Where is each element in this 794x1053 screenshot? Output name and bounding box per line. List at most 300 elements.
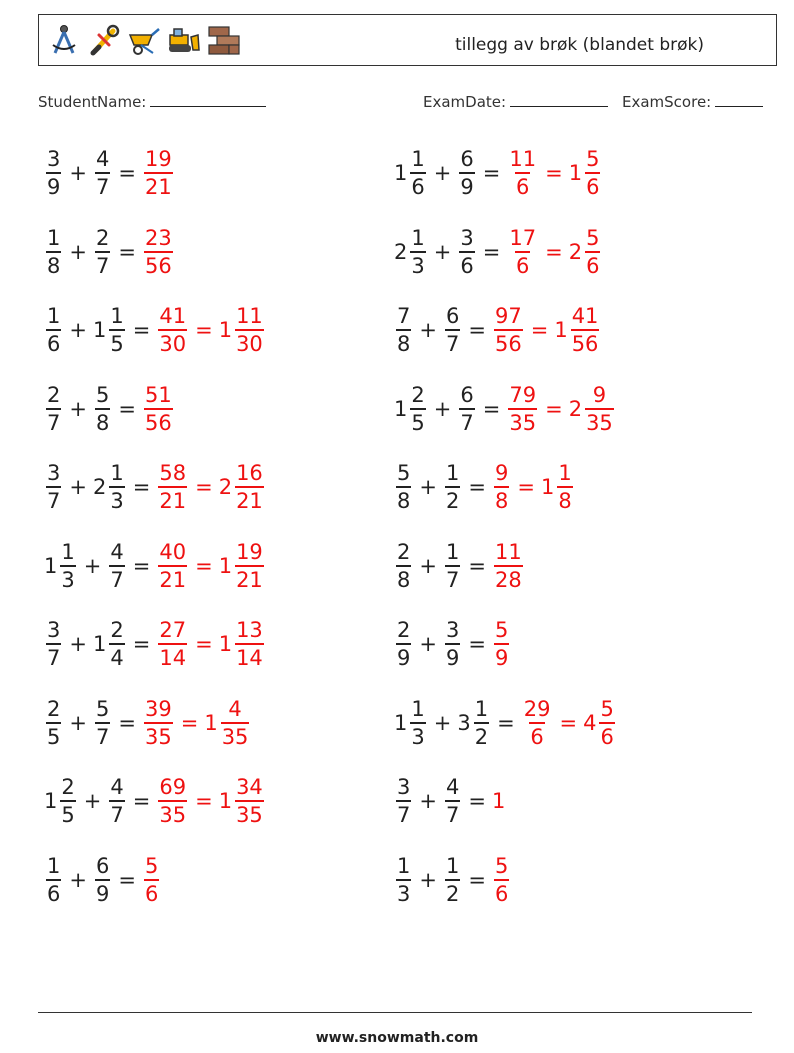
answer-equals-sign: = xyxy=(545,239,563,264)
answer xyxy=(142,696,251,750)
answer-denominator: 30 xyxy=(158,329,187,357)
answer-number xyxy=(506,225,539,279)
addend-b-number xyxy=(107,774,126,828)
addend-a-number xyxy=(394,853,413,907)
addend-a-numerator: 3 xyxy=(47,618,61,642)
addend-b-denominator: 7 xyxy=(95,251,110,279)
problem-item xyxy=(394,609,511,679)
answer-number xyxy=(204,696,251,750)
answer-denominator: 6 xyxy=(585,251,600,279)
answer xyxy=(506,382,615,436)
addend-a-number xyxy=(394,303,413,357)
addend-a-fraction xyxy=(410,225,425,279)
answer-fraction xyxy=(235,774,264,828)
answer-number xyxy=(156,774,189,828)
addend-b-number xyxy=(443,539,462,593)
answer-numerator: 19 xyxy=(144,147,172,171)
icon-strip xyxy=(47,23,241,57)
answer xyxy=(156,303,265,357)
answer-numerator: 11 xyxy=(509,147,537,171)
plus-sign: + xyxy=(433,239,452,264)
addend-a-whole: 1 xyxy=(394,710,408,735)
exam-date-blank[interactable] xyxy=(510,92,608,107)
addend-b-fraction xyxy=(109,617,124,671)
answer-number xyxy=(569,146,603,200)
addend-a-whole: 2 xyxy=(394,239,408,264)
addend-b-denominator: 9 xyxy=(95,879,110,907)
plus-sign: + xyxy=(433,161,452,185)
addend-a-fraction xyxy=(60,539,75,593)
answer xyxy=(142,146,175,200)
addend-b-fraction xyxy=(95,225,110,279)
answer-number xyxy=(569,382,616,436)
addend-a-number xyxy=(44,853,63,907)
plus-sign: + xyxy=(83,553,102,578)
addend-b-fraction xyxy=(95,853,110,907)
answer-numerator: 69 xyxy=(159,775,187,799)
addend-b-fraction xyxy=(445,774,460,828)
answer-number xyxy=(219,303,266,357)
answer-number xyxy=(492,853,511,907)
addend-b-fraction xyxy=(95,146,110,200)
addend-b-denominator: 2 xyxy=(474,722,489,750)
addend-b-fraction xyxy=(109,303,124,357)
addend-a-numerator: 1 xyxy=(411,696,425,721)
addend-b-fraction xyxy=(445,539,460,593)
addend-a-fraction xyxy=(410,382,425,436)
addend-a-fraction xyxy=(396,774,411,828)
answer-whole: 2 xyxy=(568,396,583,421)
answer-denominator: 21 xyxy=(158,565,187,593)
addend-b-number xyxy=(443,774,462,828)
answer-fraction xyxy=(158,460,187,514)
addend-b-numerator: 1 xyxy=(474,696,489,721)
equals-sign: = xyxy=(468,867,486,892)
addend-a-number xyxy=(394,225,428,279)
answer-number xyxy=(492,460,511,514)
addend-b-fraction xyxy=(109,774,124,828)
addend-b-denominator: 7 xyxy=(445,800,460,828)
answer-denominator: 8 xyxy=(494,486,509,514)
addend-b-denominator: 7 xyxy=(109,565,124,593)
addend-b-numerator: 1 xyxy=(445,853,460,878)
addend-b-fraction xyxy=(459,225,474,279)
addend-b-denominator: 2 xyxy=(445,486,460,514)
addend-a-number xyxy=(44,696,63,750)
addend-a-denominator: 6 xyxy=(46,879,61,907)
problem-item xyxy=(394,452,575,522)
answer-fraction xyxy=(508,146,537,200)
addend-a-denominator: 3 xyxy=(396,879,411,907)
answer-numerator: 40 xyxy=(159,539,187,564)
addend-b-fraction xyxy=(459,146,474,200)
addend-b-whole: 1 xyxy=(92,318,107,342)
answer-fraction xyxy=(571,303,600,357)
answer-numerator: 13 xyxy=(236,618,263,642)
addend-b-denominator: 9 xyxy=(459,172,474,200)
answer-fraction xyxy=(144,853,159,907)
worksheet-title: tillegg av brøk (blandet brøk) xyxy=(455,35,704,55)
answer-fraction xyxy=(144,225,173,279)
answer-equals-sign: = xyxy=(180,710,199,735)
answer-fraction xyxy=(494,460,509,514)
answer-equals-sign: = xyxy=(195,475,213,499)
addend-a-whole: 1 xyxy=(44,553,58,578)
answer-denominator: 35 xyxy=(508,408,537,436)
addend-b-fraction xyxy=(95,696,110,750)
addend-b-number xyxy=(457,225,476,279)
addend-a-numerator: 1 xyxy=(61,539,75,564)
addend-b-fraction xyxy=(95,382,110,436)
problem-item xyxy=(394,217,602,287)
equals-sign: = xyxy=(118,161,136,185)
addend-a-numerator: 1 xyxy=(411,147,425,171)
answer-numerator: 5 xyxy=(494,618,509,642)
addend-b-numerator: 4 xyxy=(110,775,124,799)
plus-sign: + xyxy=(69,161,87,185)
equals-sign: = xyxy=(482,239,501,264)
addend-a-fraction xyxy=(46,382,61,436)
addend-a-denominator: 9 xyxy=(396,643,411,671)
answer-fraction xyxy=(221,696,250,750)
equals-sign: = xyxy=(468,318,486,342)
addend-a-denominator: 7 xyxy=(46,486,61,514)
equals-sign: = xyxy=(118,239,136,264)
addend-a-number xyxy=(44,774,78,828)
answer-numerator: 9 xyxy=(592,382,607,407)
answer-number xyxy=(541,460,575,514)
addend-b-denominator: 9 xyxy=(445,643,460,671)
addend-a-number xyxy=(44,539,78,593)
equals-sign: = xyxy=(118,867,136,892)
problem-item xyxy=(44,452,266,522)
answer-equals-sign: = xyxy=(517,475,535,499)
student-name-label: StudentName: xyxy=(38,93,147,111)
addend-a-numerator: 2 xyxy=(411,382,425,407)
answer-whole: 2 xyxy=(218,475,233,499)
addend-a-denominator: 5 xyxy=(60,800,75,828)
answer-fraction xyxy=(599,696,614,750)
answer-denominator: 21 xyxy=(235,486,264,514)
answer-fraction xyxy=(235,303,264,357)
answer-whole: 1 xyxy=(204,710,218,735)
answer-number xyxy=(142,382,175,436)
equals-sign: = xyxy=(132,789,151,813)
answer-denominator: 30 xyxy=(235,329,264,357)
addend-a-numerator: 2 xyxy=(47,382,61,407)
answer-number xyxy=(156,539,189,593)
addend-a-numerator: 1 xyxy=(47,225,61,250)
equals-sign: = xyxy=(118,396,136,421)
answer-denominator: 21 xyxy=(144,172,173,200)
addend-b-fraction xyxy=(459,382,474,436)
addend-b-numerator: 6 xyxy=(460,147,474,171)
answer-number xyxy=(142,146,175,200)
addend-a-number xyxy=(394,696,428,750)
answer xyxy=(521,696,617,750)
addend-a-denominator: 5 xyxy=(410,408,425,436)
answer-number xyxy=(142,853,161,907)
addend-a-numerator: 3 xyxy=(47,147,61,171)
addend-b-numerator: 1 xyxy=(445,539,460,564)
answer-fraction xyxy=(235,460,264,514)
problem-item xyxy=(44,374,175,444)
addend-b-number xyxy=(457,146,476,200)
answer-denominator: 8 xyxy=(557,486,572,514)
answer xyxy=(142,382,175,436)
answer-number xyxy=(569,225,603,279)
addend-b-number xyxy=(93,696,112,750)
addend-a-fraction xyxy=(396,853,411,907)
problem-item xyxy=(394,374,616,444)
addend-a-numerator: 5 xyxy=(397,461,411,485)
addend-a-number xyxy=(44,617,63,671)
addend-b-numerator: 1 xyxy=(445,461,460,485)
problem-item xyxy=(44,609,266,679)
answer-whole: 1 xyxy=(540,475,555,499)
addend-b-numerator: 3 xyxy=(445,618,460,642)
addend-a-denominator: 3 xyxy=(410,251,425,279)
answer-denominator: 56 xyxy=(571,329,600,357)
plus-sign: + xyxy=(419,318,437,342)
plus-sign: + xyxy=(69,318,87,342)
addend-a-numerator: 2 xyxy=(61,775,75,799)
answer-fraction xyxy=(585,225,600,279)
addend-b-numerator: 1 xyxy=(110,304,124,328)
addend-a-denominator: 8 xyxy=(396,486,411,514)
student-name-field[interactable] xyxy=(38,92,266,111)
addend-a-fraction xyxy=(46,225,61,279)
addend-a-number xyxy=(44,382,63,436)
answer-fraction xyxy=(235,539,264,593)
answer xyxy=(506,146,602,200)
plus-sign: + xyxy=(433,710,452,735)
addend-b-denominator: 7 xyxy=(445,565,460,593)
answer-fraction xyxy=(557,460,572,514)
addend-b-numerator: 3 xyxy=(460,225,474,250)
addend-b-fraction xyxy=(474,696,489,750)
answer-denominator: 28 xyxy=(494,565,523,593)
answer-denominator: 21 xyxy=(158,486,187,514)
answer-whole: 1 xyxy=(218,553,233,578)
problem-item xyxy=(44,138,175,208)
answer-denominator: 35 xyxy=(235,800,264,828)
answer-number xyxy=(521,696,554,750)
answer-numerator: 17 xyxy=(509,225,537,250)
answer-fraction xyxy=(144,146,173,200)
plus-sign: + xyxy=(419,789,437,813)
answer-fraction xyxy=(494,853,509,907)
plus-sign: + xyxy=(69,239,87,264)
addend-a-numerator: 1 xyxy=(397,853,411,878)
addend-b-number xyxy=(443,617,462,671)
answer-fraction xyxy=(158,539,187,593)
answer-denominator: 21 xyxy=(235,565,264,593)
addend-a-numerator: 2 xyxy=(397,618,411,642)
addend-a-fraction xyxy=(410,146,425,200)
answer-fraction xyxy=(158,303,187,357)
problem-item xyxy=(394,295,601,365)
addend-b-denominator: 5 xyxy=(109,329,124,357)
addend-a-denominator: 7 xyxy=(46,643,61,671)
addend-b-denominator: 8 xyxy=(95,408,110,436)
answer-denominator: 6 xyxy=(585,172,600,200)
answer-denominator: 35 xyxy=(144,722,173,750)
addend-a-numerator: 1 xyxy=(47,304,61,328)
plus-sign: + xyxy=(69,396,87,421)
addend-b-number xyxy=(443,303,462,357)
addend-a-fraction xyxy=(46,303,61,357)
answer-equals-sign: = xyxy=(195,553,213,578)
answer xyxy=(156,617,265,671)
student-name-blank[interactable] xyxy=(150,92,266,107)
addend-b-denominator: 6 xyxy=(459,251,474,279)
answer-numerator: 23 xyxy=(144,225,172,250)
problem-item xyxy=(394,138,602,208)
answer-fraction xyxy=(158,617,187,671)
addend-a-fraction xyxy=(46,853,61,907)
answer-denominator: 56 xyxy=(144,251,173,279)
answer-whole: 1 xyxy=(554,318,568,342)
addend-a-numerator: 7 xyxy=(397,304,411,328)
answer xyxy=(492,617,511,671)
bricks-icon xyxy=(207,23,241,57)
addend-b-denominator: 7 xyxy=(459,408,474,436)
answer-fraction xyxy=(523,696,552,750)
answer-numerator: 27 xyxy=(159,618,187,642)
addend-a-denominator: 8 xyxy=(46,251,61,279)
answer xyxy=(142,853,161,907)
answer-fraction xyxy=(158,774,187,828)
equals-sign: = xyxy=(497,710,515,735)
addend-a-numerator: 3 xyxy=(47,461,61,485)
answer-whole: 1 xyxy=(218,632,233,656)
addend-a-denominator: 9 xyxy=(46,172,61,200)
answer-numerator: 11 xyxy=(236,304,263,328)
answer-equals-sign: = xyxy=(195,632,213,656)
addend-b-numerator: 6 xyxy=(445,304,460,328)
addend-b-numerator: 4 xyxy=(95,147,110,171)
answer-number xyxy=(554,303,601,357)
answer-fraction xyxy=(144,382,173,436)
equals-sign: = xyxy=(118,710,136,735)
addend-a-denominator: 3 xyxy=(60,565,75,593)
answer-number xyxy=(492,617,511,671)
answer-numerator: 5 xyxy=(144,853,159,878)
exam-date-field[interactable] xyxy=(423,92,608,111)
exam-score-blank[interactable] xyxy=(715,92,763,107)
addend-a-fraction xyxy=(396,617,411,671)
answer-numerator: 79 xyxy=(509,382,537,407)
addend-a-denominator: 7 xyxy=(46,408,61,436)
addend-a-fraction xyxy=(46,460,61,514)
answer-denominator: 6 xyxy=(494,879,509,907)
addend-b-whole: 2 xyxy=(92,475,107,499)
addend-b-numerator: 5 xyxy=(95,696,110,721)
plus-sign: + xyxy=(69,867,87,892)
addend-a-denominator: 6 xyxy=(410,172,425,200)
addend-b-denominator: 7 xyxy=(95,722,110,750)
answer-denominator: 6 xyxy=(144,879,159,907)
equals-sign: = xyxy=(132,632,151,656)
answer-denominator: 6 xyxy=(515,172,530,200)
addend-a-number xyxy=(394,617,413,671)
plus-sign: + xyxy=(419,475,437,499)
answer-number xyxy=(506,382,539,436)
equals-sign: = xyxy=(468,632,486,656)
addend-b-numerator: 2 xyxy=(95,225,110,250)
addend-a-number xyxy=(394,460,413,514)
addend-b-numerator: 2 xyxy=(110,618,124,642)
answer xyxy=(492,789,506,813)
equals-sign: = xyxy=(482,161,501,185)
answer-fraction xyxy=(585,146,600,200)
addend-b-number xyxy=(93,853,112,907)
plus-sign: + xyxy=(433,396,452,421)
answer xyxy=(156,539,265,593)
problem-item xyxy=(44,688,251,758)
answer-denominator: 56 xyxy=(144,408,173,436)
answer-fraction xyxy=(508,225,537,279)
problem-item xyxy=(394,845,511,915)
problem-item xyxy=(44,295,266,365)
plus-sign: + xyxy=(69,632,87,656)
answer-denominator: 35 xyxy=(158,800,187,828)
addend-a-whole: 1 xyxy=(394,161,408,185)
addend-b-numerator: 4 xyxy=(445,775,460,799)
addend-b-fraction xyxy=(109,460,124,514)
exam-score-field[interactable] xyxy=(622,92,763,111)
bulldozer-icon xyxy=(167,23,201,57)
answer-whole: 1 xyxy=(218,318,233,342)
addend-a-number xyxy=(44,460,63,514)
exam-score-label: ExamScore: xyxy=(622,93,712,111)
footer-site: www.snowmath.com xyxy=(315,1030,479,1046)
addend-a-number xyxy=(394,539,413,593)
addend-b-number xyxy=(93,225,112,279)
answer-fraction xyxy=(494,617,509,671)
answer-equals-sign: = xyxy=(195,789,213,813)
addend-a-numerator: 1 xyxy=(411,225,425,250)
addend-b-numerator: 4 xyxy=(110,539,124,564)
answer-number xyxy=(506,146,539,200)
answer-fraction xyxy=(494,303,523,357)
answer-numerator: 41 xyxy=(159,304,187,328)
addend-b-number xyxy=(443,853,462,907)
answer-numerator: 97 xyxy=(494,304,522,328)
answer-numerator: 4 xyxy=(228,696,242,721)
addend-b-number xyxy=(457,382,476,436)
addend-a-fraction xyxy=(60,774,75,828)
answer-numerator: 5 xyxy=(600,696,614,721)
answer-denominator: 35 xyxy=(221,722,250,750)
answer-fraction xyxy=(235,617,264,671)
addend-a-fraction xyxy=(396,303,411,357)
answer-numerator: 1 xyxy=(558,461,572,485)
addend-b-denominator: 2 xyxy=(445,879,460,907)
addend-a-denominator: 8 xyxy=(396,565,411,593)
addend-b-fraction xyxy=(109,539,124,593)
problem-item xyxy=(44,217,175,287)
answer-number xyxy=(142,696,175,750)
addend-a-numerator: 2 xyxy=(397,539,411,564)
addend-b-fraction xyxy=(445,853,460,907)
answer-number xyxy=(219,617,266,671)
problem-item xyxy=(44,766,266,836)
addend-b-numerator: 6 xyxy=(95,853,110,878)
answer-numerator: 16 xyxy=(236,461,263,485)
answer-denominator: 14 xyxy=(235,643,264,671)
